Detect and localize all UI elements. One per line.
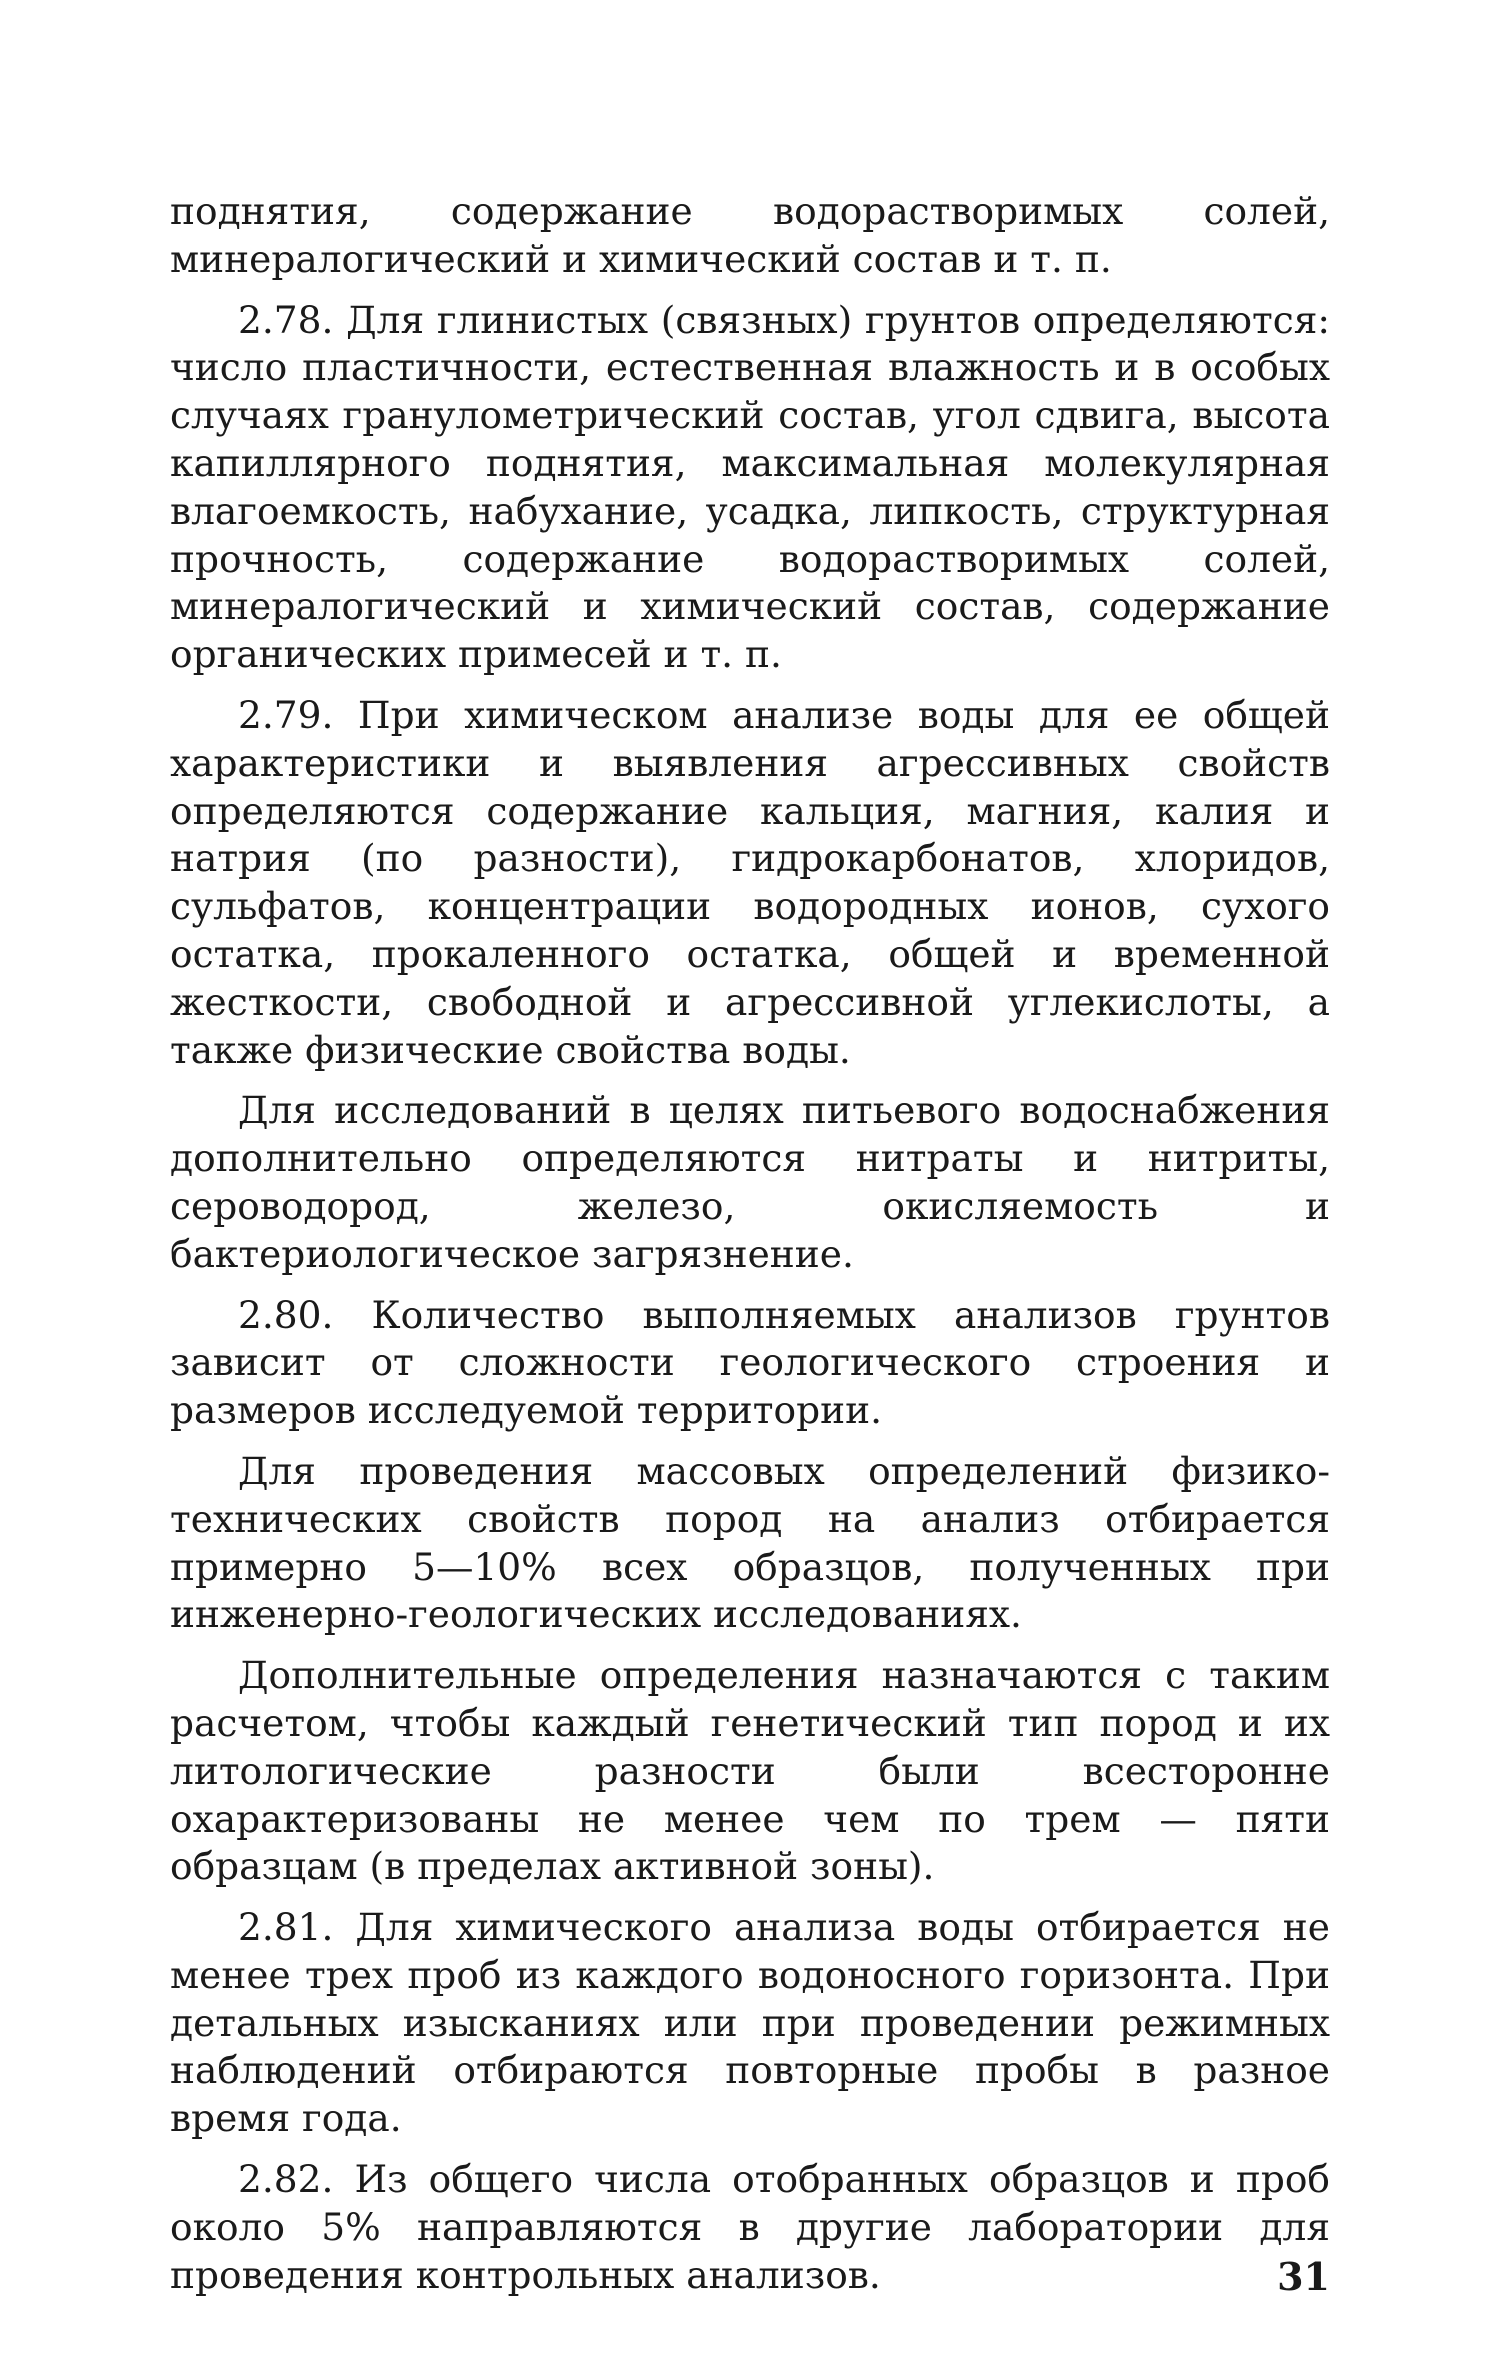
paragraph-2-81: 2.81. Для химического анализа воды отбирается не менее трех проб из каждого водоносного горизонта. При детальных изысканиях или при проведении режимных наблюдений отбираются повторные пробы в разное время года. (170, 1905, 1330, 2141)
paragraph-2-79: 2.79. При химическом анализе воды для ее общей характеристики и выявления агрессивных свойств определяются содержание кальция, магния, калия и натрия (по разности), гидрокарбонатов, хлоридов, сульфатов, концентрации водородных ионов, сухого остатка, прокаленного остатка, общей и временной жесткости, свободной и агрессивной углекислоты, а также физические свойства воды. (170, 692, 1330, 1072)
paragraph-additional-tests: Дополнительные определения назначаются с таким расчетом, чтобы каждый генетический тип пород и их литологические разности были всесторонне охарактеризованы не менее чем по трем — пяти образцам (в пределах активной зоны). (170, 1653, 1330, 1889)
page-number: 31 (1277, 2254, 1330, 2299)
paragraph-mass-tests: Для проведения массовых определений физико-технических свойств пород на анализ отбирается примерно 5—10% всех образцов, полученных при инженерно-геологических исследованиях. (170, 1448, 1330, 1637)
paragraph-2-80: 2.80. Количество выполняемых анализов грунтов зависит от сложности геологического строения и размеров исследуемой территории. (170, 1292, 1330, 1433)
paragraph-2-82: 2.82. Из общего числа отобранных образцов и проб около 5% направляются в другие лаборатории для проведения контрольных анализов. (170, 2157, 1330, 2297)
paragraph-continuation: поднятия, содержание водорастворимых солей, минералогический и химический состав и т. п. (170, 189, 1330, 281)
page-body (170, 188, 1330, 2312)
paragraph-drinking-water: Для исследований в целях питьевого водоснабжения дополнительно определяются нитраты и нитриты, сероводород, железо, окисляемость и бактериологическое загрязнение. (170, 1088, 1330, 1276)
paragraph-2-78: 2.78. Для глинистых (связных) грунтов определяются: число пластичности, естественная влажность и в особых случаях гранулометрический состав, угол сдвига, высота капиллярного поднятия, максимальная молекулярная влагоемкость, набухание, усадка, липкость, структурная прочность, содержание водорастворимых солей, минералогический и химический состав, содержание органических примесей и т. п. (170, 297, 1330, 677)
